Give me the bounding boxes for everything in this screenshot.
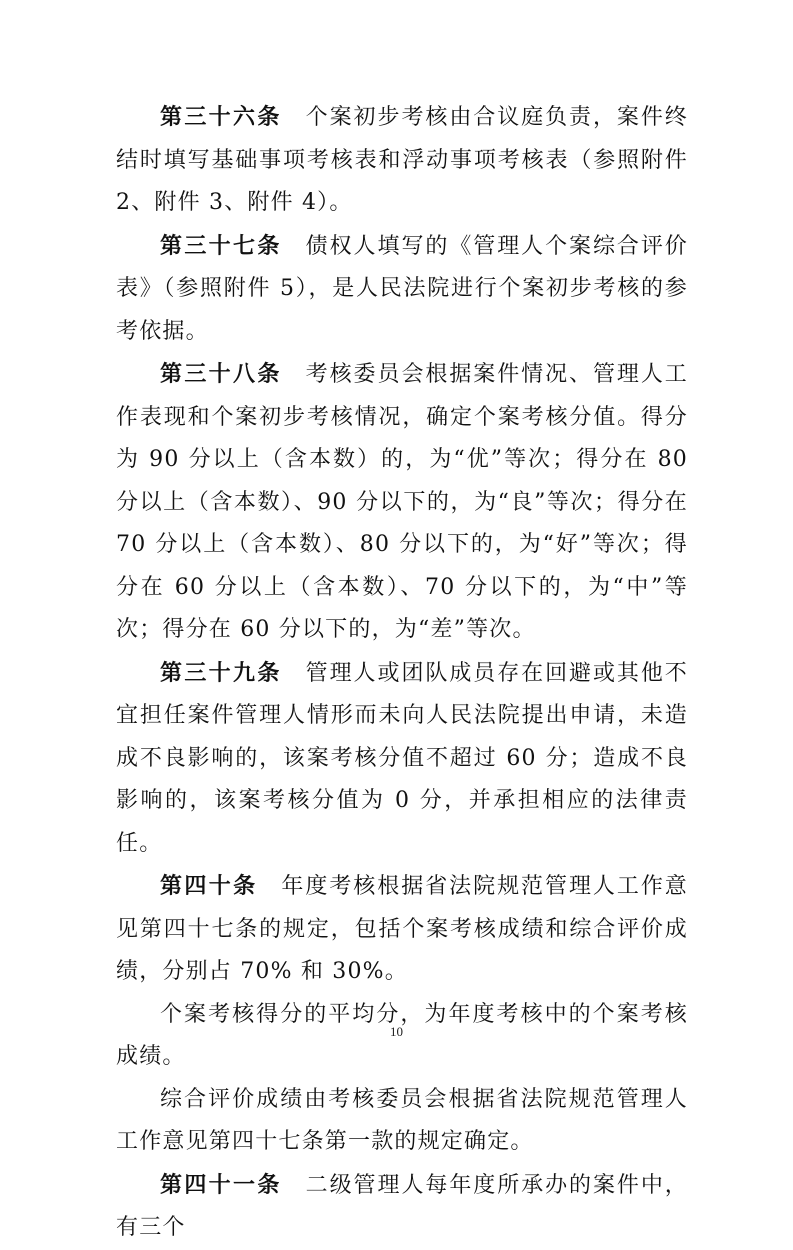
paragraph-article-41 [116, 1164, 688, 1250]
document-body [116, 96, 688, 1250]
paragraph-comprehensive-score [116, 1079, 688, 1164]
page-number: 10 [390, 1024, 403, 1039]
paragraph-text: 年度考核根据省法院规范管理人工作意见第四十七条的规定，包括个案考核成绩和综合评价成绩，分别占 70% 和 30%。 [116, 874, 689, 984]
paragraph-article-36 [116, 96, 688, 225]
paragraph-text: 管理人或团队成员存在回避或其他不宜担任案件管理人情形而未向人民法院提出申请，未造成不良影响的，该案考核分值不超过 60 分；造成不良影响的，该案考核分值为 0 分，并承担相应的法律责任。 [116, 660, 689, 856]
paragraph-text: 个案初步考核由合议庭负责，案件终结时填写基础事项考核表和浮动事项考核表（参照附件 2、附件 3、附件 4）。 [116, 105, 689, 215]
article-number: 第四十一条 [160, 1171, 282, 1198]
paragraph-text: 债权人填写的《管理人个案综合评价表》（参照附件 5），是人民法院进行个案初步考核的参考依据。 [116, 233, 689, 344]
paragraph-article-37 [116, 225, 688, 354]
article-number: 第四十条 [160, 873, 258, 899]
paragraph-article-40 [116, 865, 688, 994]
article-number: 第三十九条 [160, 659, 282, 686]
paragraph-text: 个案考核得分的平均分，为年度考核中的个案考核成绩。 [116, 1001, 688, 1069]
article-number: 第三十七条 [160, 232, 282, 259]
article-number: 第三十六条 [160, 104, 282, 130]
article-number: 第三十八条 [160, 361, 282, 387]
paragraph-text: 综合评价成绩由考核委员会根据省法院规范管理人工作意见第四十七条第一款的规定确定。 [116, 1086, 688, 1154]
paragraph-article-39 [116, 652, 688, 866]
paragraph-text: 二级管理人每年度所承办的案件中，有三个 [116, 1172, 689, 1240]
paragraph-text: 考核委员会根据案件情况、管理人工作表现和个案初步考核情况，确定个案考核分值。得分为 90 分以上（含本数）的，为“优”等次；得分在 80 分以上（含本数）、90 分以下的，为“良”等次；得分在 70 分以上（含本数）、80 分以下的，为“好”等次；得分在 60 分以上（含本数）、70 分以下的，为“中”等次；得分在 60 分以下的，为“差”等次。 [116, 362, 689, 642]
paragraph-article-38 [116, 353, 688, 652]
